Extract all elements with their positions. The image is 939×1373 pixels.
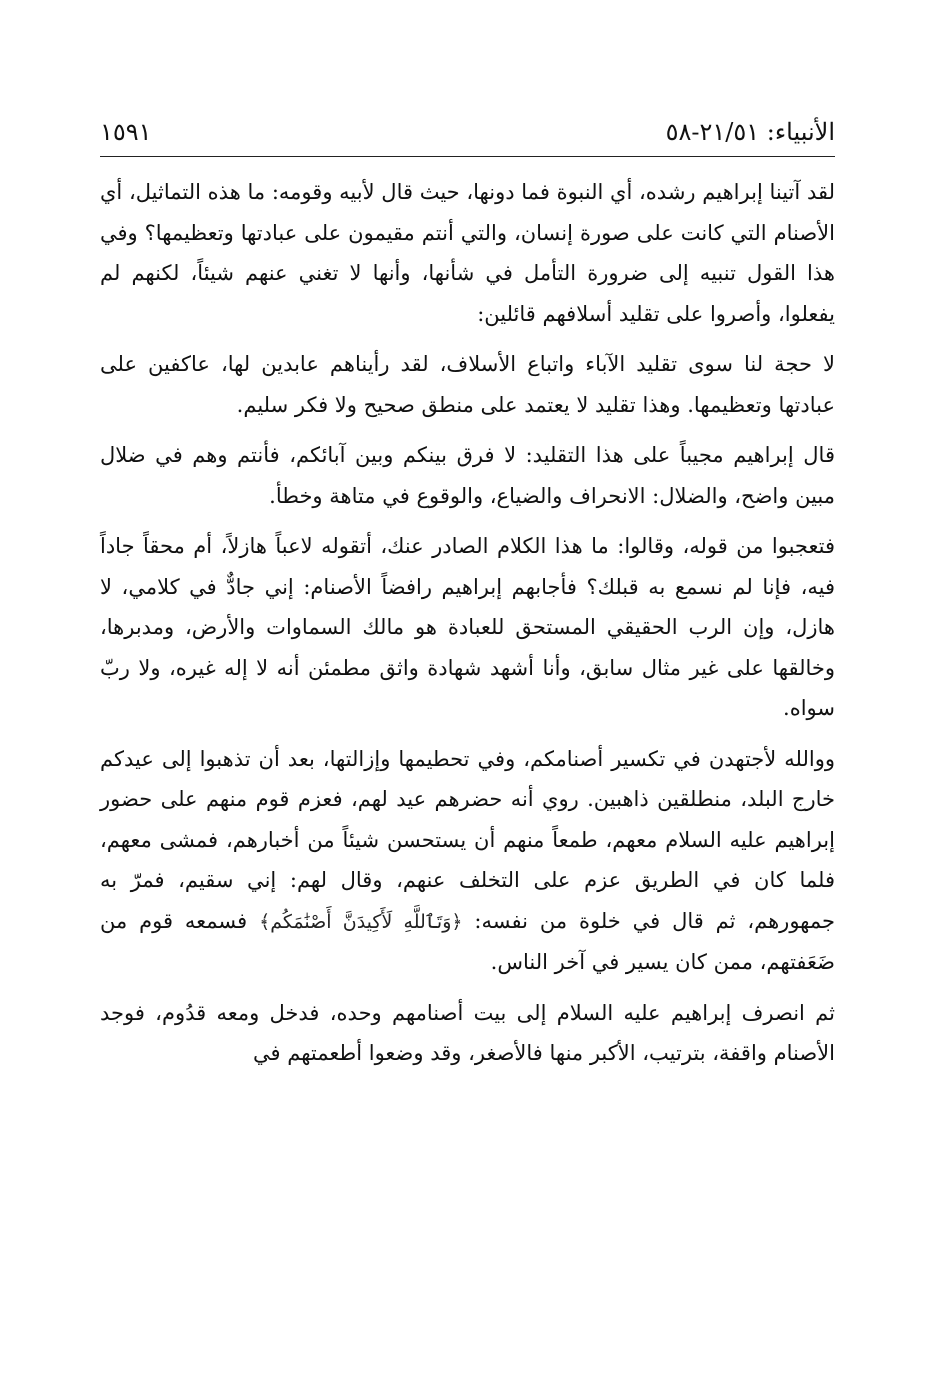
quran-verse: ﴿وَتَٱللَّهِ لَأَكِيدَنَّ أَصْنَٰمَكُم﴾ [259, 910, 463, 933]
paragraph-5-before-verse: ووالله لأجتهدن في تكسير أصنامكم، وفي تحطيمها وإزالتها، بعد أن تذهبوا إلى عيدكم خارج البلد، منطلقين ذاهبين. روي أنه حضرهم عيد لهم، فعزم قوم منهم على حضور إبراهيم عليه السلام معهم، طمعاً منهم أن يستحسن شيئاً من أخبارهم، فمشى معهم، فلما كان في الطريق عزم على التخلف عنهم، وقال لهم: إني سقيم، فمرّ به جمهورهم، ثم قال في خلوة من نفسه: [100, 746, 835, 933]
chapter-title: الأنبياء: ٢١/٥١-٥٨ [665, 118, 835, 146]
body-text [100, 172, 835, 1074]
page-header [100, 110, 835, 157]
paragraph-6: ثم انصرف إبراهيم عليه السلام إلى بيت أصنامهم وحده، فدخل ومعه قدُوم، فوجد الأصنام واقفة، بترتيب، الأكبر منها فالأصغر، وقد وضعوا أطعمتهم في [100, 1000, 835, 1065]
paragraph-4: فتعجبوا من قوله، وقالوا: ما هذا الكلام الصادر عنك، أتقوله لاعباً هازلاً، أم محقاً جاداً فيه، فإنا لم نسمع به قبلك؟ فأجابهم إبراهيم رافضاً الأصنام: إني جادٌّ في كلامي، لا هازل، وإن الرب الحقيقي المستحق للعبادة هو مالك السماوات والأرض، ومدبرها، وخالقها على غير مثال سابق، وأنا أشهد شهادة واثق مطمئن أنه لا إله غيره، ولا ربّ سواه. [100, 534, 835, 720]
paragraph-2: لا حجة لنا سوى تقليد الآباء واتباع الأسلاف، لقد رأيناهم عابدين لها، عاكفين على عبادتها وتعظيمها. وهذا تقليد لا يعتمد على منطق صحيح ولا فكر سليم. [100, 352, 835, 417]
page-number: ١٥٩١ [100, 118, 152, 146]
paragraph-5 [100, 739, 835, 983]
paragraph-3: قال إبراهيم مجيباً على هذا التقليد: لا فرق بينكم وبين آبائكم، فأنتم وهم في ضلال مبين واضح، والضلال: الانحراف والضياع، والوقوع في متاهة وخطأ. [100, 443, 835, 508]
paragraph-1: لقد آتينا إبراهيم رشده، أي النبوة فما دونها، حيث قال لأبيه وقومه: ما هذه التماثيل، أي الأصنام التي كانت على صورة إنسان، والتي أنتم مقيمون على عبادتها وتعظيمها؟ وفي هذا القول تنبيه إلى ضرورة التأمل في شأنها، وأنها لا تغني عنهم شيئاً، لكنهم لم يفعلوا، وأصروا على تقليد أسلافهم قائلين: [100, 180, 835, 326]
paragraph-5-after-verse: فسمعه قوم من ضَعَفتهم، ممن كان يسير في آخر الناس. [100, 908, 835, 974]
